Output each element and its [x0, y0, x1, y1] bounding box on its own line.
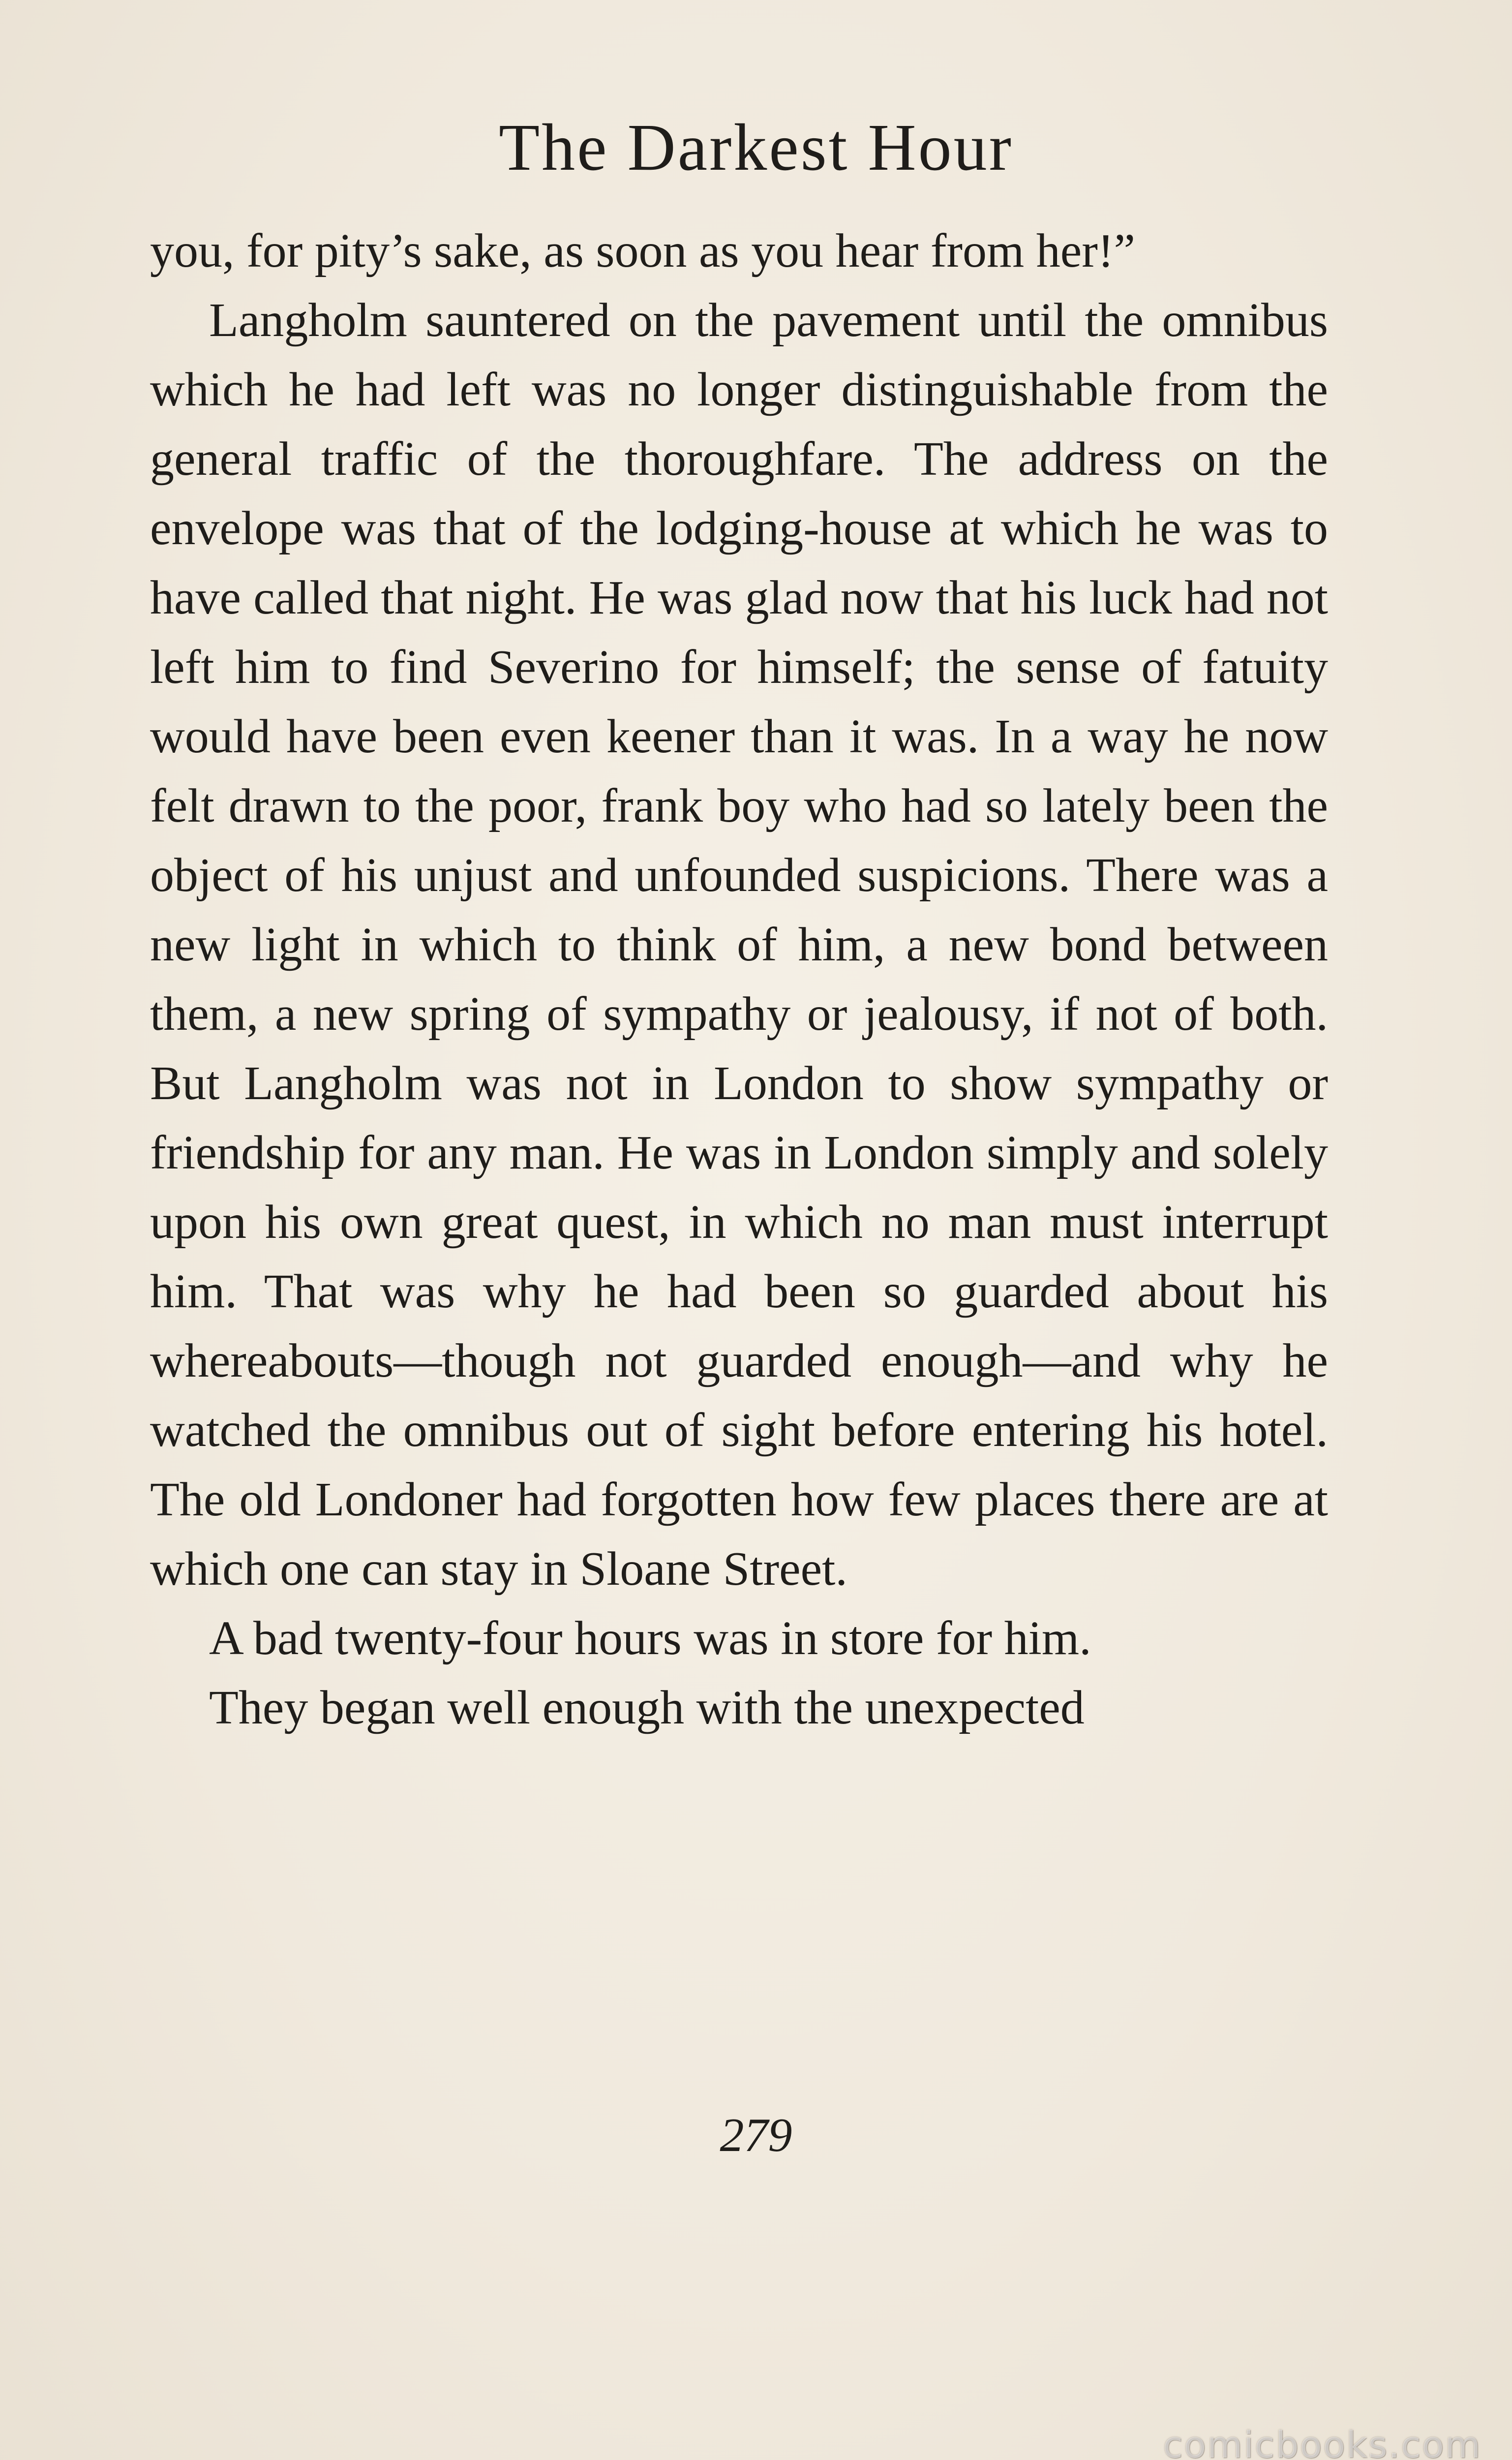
body-text: [150, 216, 1328, 1743]
watermark: comicbooks.com: [1163, 2424, 1482, 2460]
paragraph-2: Langholm sauntered on the pavement until the omnibus which he had left was no longer distinguishable from the general traffic of the thoroughfare. The address on the envelope was that of the lodging-house at which he was to have called that night. He was glad now that his luck had not left him to find Severino for himself; the sense of fatuity would have been even keener than it was. In a way he now felt drawn to the poor, frank boy who had so lately been the object of his unjust and unfounded suspicions. There was a new light in which to think of him, a new bond between them, a new spring of sympathy or jealousy, if not of both. But Langholm was not in London to show sympathy or friendship for any man. He was in London simply and solely upon his own great quest, in which no man must interrupt him. That was why he had been so guarded about his whereabouts—though not guarded enough—and why he watched the omnibus out of sight before entering his hotel. The old Londoner had forgotten how few places there are at which one can stay in Sloane Street.: [150, 294, 1328, 1596]
paragraph-4: They began well enough with the unexpected: [209, 1681, 1085, 1734]
page-number: 279: [720, 2109, 792, 2162]
running-head: The Darkest Hour: [499, 111, 1013, 184]
paragraph-1: you, for pity’s sake, as soon as you hear from her!”: [150, 224, 1136, 277]
paragraph-3: A bad twenty-four hours was in store for him.: [209, 1612, 1091, 1665]
